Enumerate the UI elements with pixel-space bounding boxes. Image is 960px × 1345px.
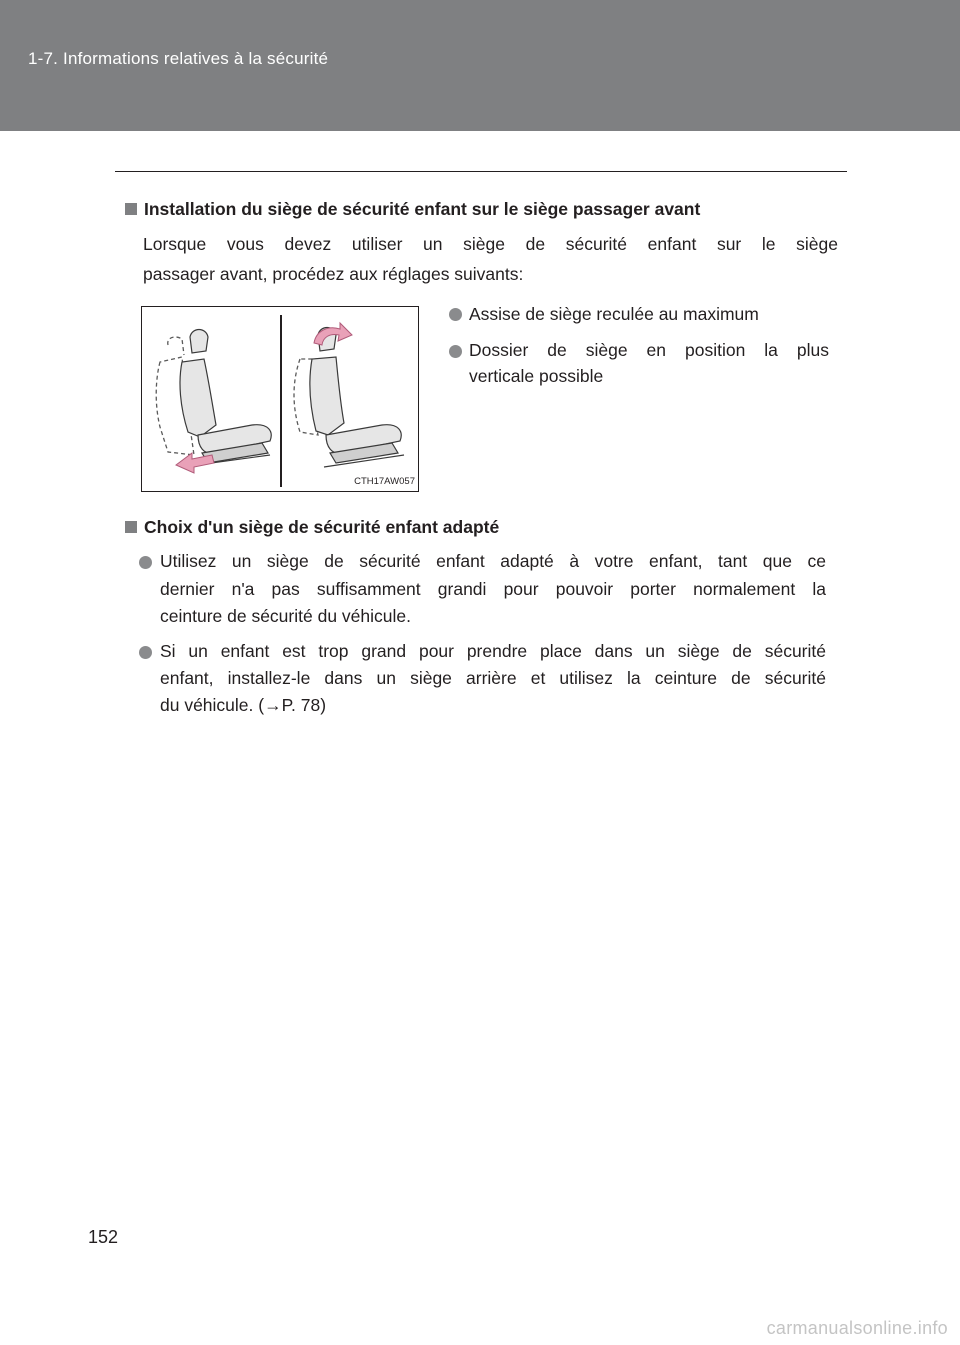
section1-heading: Installation du siège de sécurité enfant sur le siège passager avant xyxy=(125,199,700,220)
section2-bullet1-line1: Utilisez un siège de sécurité enfant adapté à votre enfant, tant que ce xyxy=(160,551,826,571)
slide-back-arrow-icon xyxy=(176,453,214,473)
seat-adjustment-drawing xyxy=(142,307,418,491)
section2-bullet1-line3: ceinture de sécurité du véhicule. xyxy=(160,606,411,626)
section2-bullet2-line1: Si un enfant est trop grand pour prendre place dans un siège de sécurité xyxy=(160,641,826,661)
seat-right xyxy=(310,328,401,464)
section2-heading: Choix d'un siège de sécurité enfant adapté xyxy=(125,517,499,538)
section2-bullet2-line3: du véhicule. (→P. 78) xyxy=(160,695,327,715)
section1-bullet2-line1: Dossier de siège en position la plus xyxy=(469,340,829,360)
section-title: 1-7. Informations relatives à la sécurité xyxy=(28,49,329,68)
section1-intro-line2: passager avant, procédez aux réglages suivants: xyxy=(143,264,524,284)
square-bullet-icon xyxy=(125,521,137,533)
page-header xyxy=(0,0,960,131)
divider xyxy=(115,171,847,172)
section2-bullet2-line2: enfant, installez-le dans un siège arrière et utilisez la ceinture de sécurité xyxy=(160,668,826,688)
figure-code: CTH17AW057 xyxy=(354,476,415,487)
page-number: 152 xyxy=(88,1227,119,1247)
bullet-dot-icon xyxy=(139,556,152,569)
section1-bullet1: Assise de siège reculée au maximum xyxy=(469,304,759,324)
section1-intro-line1: Lorsque vous devez utiliser un siège de sécurité enfant sur le siège xyxy=(143,234,838,254)
seat-illustration xyxy=(141,306,419,492)
seat-left xyxy=(180,330,271,464)
bullet-dot-icon xyxy=(449,345,462,358)
watermark: carmanualsonline.info xyxy=(766,1318,948,1338)
bullet-dot-icon xyxy=(449,308,462,321)
bullet-dot-icon xyxy=(139,646,152,659)
section1-bullet2-line2: verticale possible xyxy=(469,366,604,386)
square-bullet-icon xyxy=(125,203,137,215)
section2-bullet1-line2: dernier n'a pas suffisamment grandi pour pouvoir porter normalement la xyxy=(160,579,826,599)
